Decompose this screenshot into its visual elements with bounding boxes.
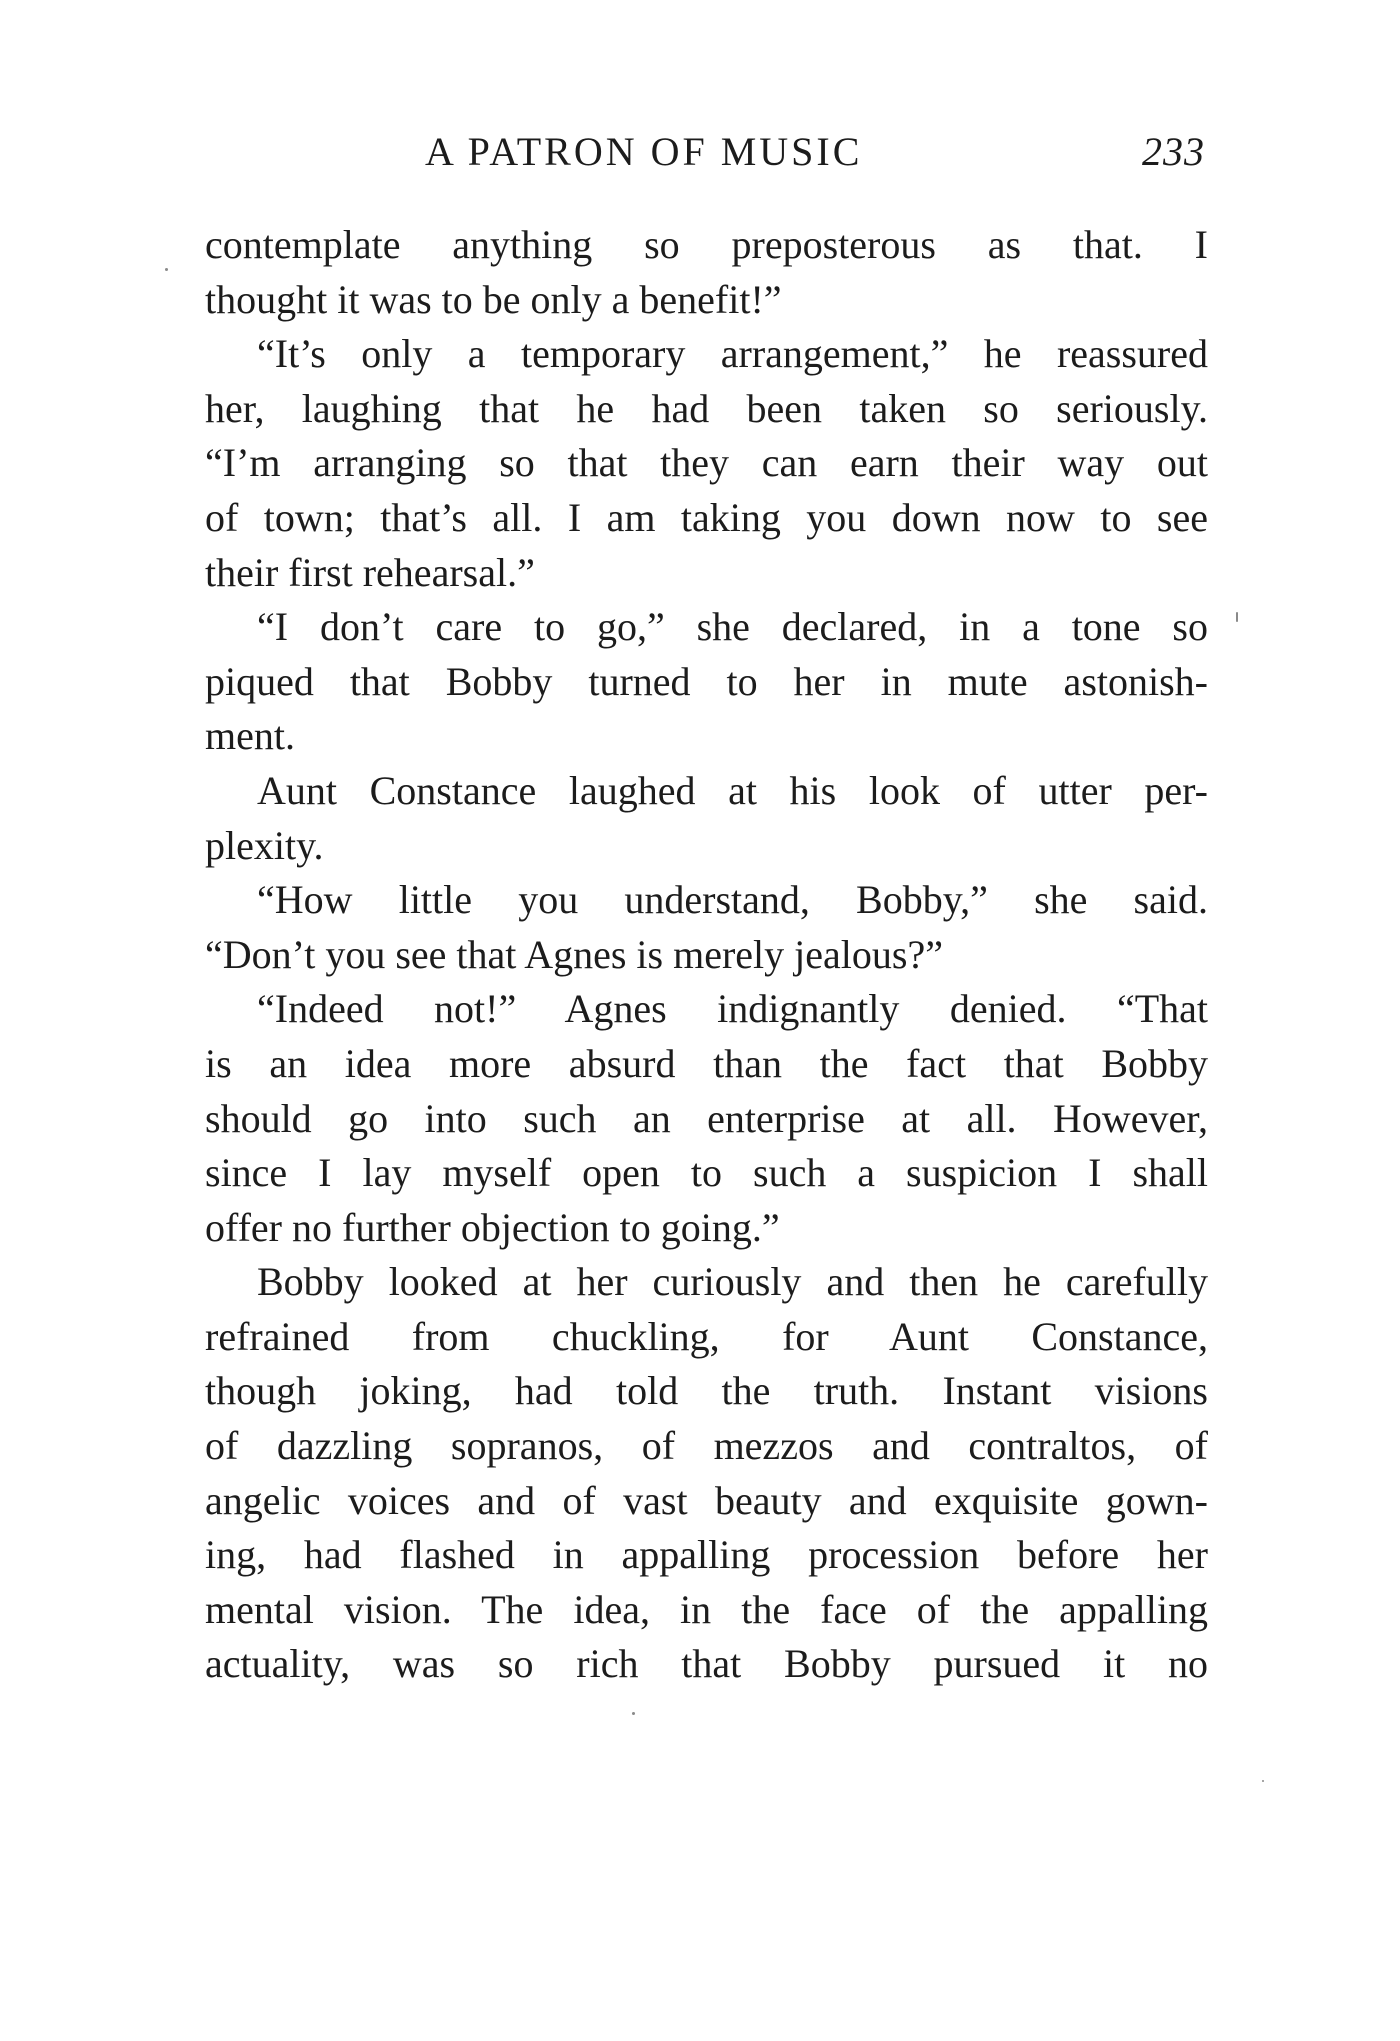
text-line: contemplate anything so preposterous as that. I — [205, 222, 1208, 267]
text-line: should go into such an enterprise at all. However, — [205, 1095, 1208, 1141]
text-line: of town; that’s all. I am taking you down now to see — [205, 494, 1208, 540]
text-line: Bobby looked at her curiously and then he carefully — [257, 1259, 1208, 1305]
text-line: piqued that Bobby turned to her in mute astonish- — [205, 658, 1208, 704]
text-line: is an idea more absurd than the fact that Bobby — [205, 1040, 1208, 1086]
text-line: plexity. — [205, 822, 324, 868]
text-line: actuality, was so rich that Bobby pursued it no — [205, 1641, 1208, 1687]
text-line: Aunt Constance laughed at his look of utter per- — [257, 767, 1208, 813]
text-line: “I don’t care to go,” she declared, in a tone so — [257, 604, 1208, 650]
text-line: their first rehearsal.” — [205, 549, 535, 595]
running-title: A PATRON OF MUSIC — [425, 129, 863, 174]
body-text — [205, 218, 1208, 1692]
text-line: mental vision. The idea, in the face of the appalling — [205, 1586, 1208, 1632]
scan-speck — [632, 1712, 635, 1715]
text-line: angelic voices and of vast beauty and exquisite gown- — [205, 1477, 1208, 1523]
text-line: ment. — [205, 713, 295, 759]
text-line: “It’s only a temporary arrangement,” he reassured — [257, 331, 1208, 377]
text-line: her, laughing that he had been taken so seriously. — [205, 385, 1208, 431]
text-line: offer no further objection to going.” — [205, 1204, 780, 1250]
text-line: thought it was to be only a benefit!” — [205, 276, 782, 322]
scan-speck — [1262, 1780, 1264, 1782]
text-line: “How little you understand, Bobby,” she said. — [257, 877, 1208, 923]
text-line: though joking, had told the truth. Instant visions — [205, 1368, 1208, 1414]
scan-speck — [1236, 612, 1238, 622]
text-line: “Indeed not!” Agnes indignantly denied. “That — [257, 986, 1208, 1032]
text-line: “I’m arranging so that they can earn their way out — [205, 440, 1208, 486]
text-line: “Don’t you see that Agnes is merely jealous?” — [205, 931, 943, 977]
text-line: since I lay myself open to such a suspicion I shall — [205, 1150, 1208, 1196]
text-line: refrained from chuckling, for Aunt Constance, — [205, 1313, 1208, 1359]
text-line: of dazzling sopranos, of mezzos and contraltos, of — [205, 1423, 1208, 1469]
page-number: 233 — [1142, 129, 1205, 174]
scan-speck — [165, 268, 168, 271]
text-line: ing, had flashed in appalling procession before her — [205, 1532, 1208, 1578]
running-header — [205, 128, 1205, 178]
